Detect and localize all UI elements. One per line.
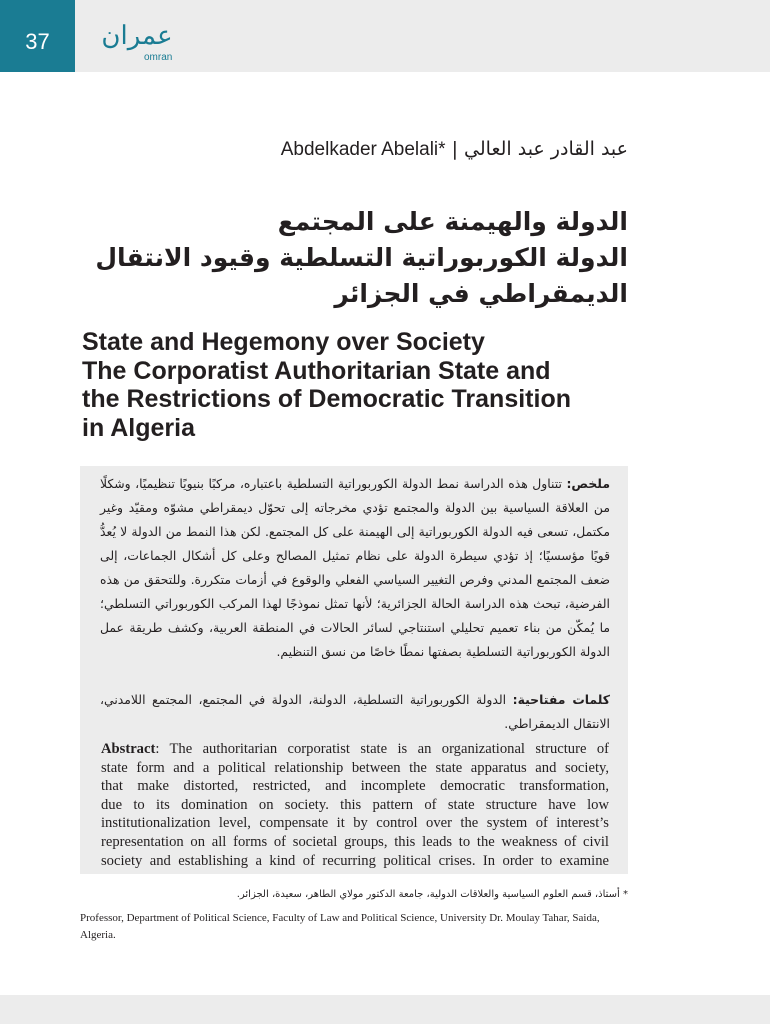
arabic-keywords — [100, 688, 610, 736]
arabic-abstract-label: ملخص: — [566, 476, 610, 491]
footnote-english: Professor, Department of Political Science, Faculty of Law and Political Science, University Dr. Moulay Tahar, Saida, Algeria. — [80, 912, 600, 941]
arabic-title-line: الدولة والهيمنة على المجتمع — [277, 207, 628, 236]
english-abstract-text: : The authoritarian corporatist state is an organizational structure of — [155, 741, 609, 757]
english-abstract-line: that make distorted, restricted, and incomplete democratic transformation, — [101, 778, 609, 795]
english-abstract — [101, 740, 609, 870]
author-latin: Abdelkader Abelali* — [280, 139, 446, 160]
arabic-abstract — [100, 472, 610, 664]
english-abstract-line: due to its domination on society. this pattern of state structure have low — [101, 796, 609, 813]
english-title-line: the Restrictions of Democratic Transition — [82, 385, 571, 413]
english-title-line: State and Hegemony over Society — [82, 328, 485, 356]
footer-bar — [0, 995, 770, 1024]
english-abstract-line: society and establishing a kind of recurring political crises. In order to examine — [101, 852, 609, 869]
page-number: 37 — [25, 29, 50, 54]
english-abstract-line: institutionalization level, compensate it by control over the system of interest’s — [101, 815, 609, 832]
arabic-keywords-label: كلمات مفتاحية: — [512, 692, 610, 707]
arabic-title-line: الدولة الكوربوراتية التسلطية وقيود الانتقال — [95, 243, 628, 272]
author-line — [80, 138, 628, 161]
author-separator: | — [445, 138, 465, 160]
arabic-title — [80, 204, 628, 312]
english-title-line: in Algeria — [82, 413, 195, 442]
english-title-line: The Corporatist Authoritarian State and — [82, 356, 551, 385]
logo-arabic-text: عمران — [101, 21, 173, 51]
footnote-arabic: * أستاذ، قسم العلوم السياسية والعلاقات الدولية، جامعة الدكتور مولاي الطاهر، سعيدة، الجزائر. — [236, 889, 628, 900]
english-title — [82, 328, 642, 442]
author-arabic: عبد القادر عبد العالي — [464, 138, 628, 160]
english-abstract-line: representation on all forms of societal groups, this leads to the weakness of civil — [101, 833, 609, 850]
arabic-keywords-text: الدولة الكوربوراتية التسلطية، الدولنة، الدولة في المجتمع، المجتمع اللامدني، الانتقال الديمقراطي. — [100, 692, 610, 731]
journal-logo — [92, 20, 182, 66]
page-number-box — [0, 0, 75, 72]
english-abstract-line: state form and a political relationship between the state apparatus and society, — [101, 759, 609, 776]
english-abstract-line — [101, 740, 609, 759]
english-abstract-label: Abstract — [101, 741, 156, 757]
arabic-title-line: الديمقراطي في الجزائر — [334, 279, 628, 308]
logo-latin-text: omran — [144, 52, 173, 63]
arabic-abstract-text: تتناول هذه الدراسة نمط الدولة الكوربوراتية التسلطية باعتباره، مركبًا بنيويًا تنظيميًا، وشكلًا من العلاقة السياسية بين الدولة والمجتمع تؤدي مخرجاته إلى تحوّل ديمقراطي مشوّه ومقيّد وغير مكتمل، تسعى فيه الدولة الكوربوراتية إلى الهيمنة على كل المجتمع. لكن هذا النمط من الدولة لا يُعدُّ قويًا مؤسسيًا؛ إذ تؤدي سيطرة الدولة على نظام تمثيل المصالح وعلى كل أشكال الجماعات، إلى ضعف المجتمع المدني وفرص التغيير السياسي الفعلي والوقوع في أزمات متكررة. وللتحقق من هذه الفرضية، تبحث هذه الدراسة الحالة الجزائرية؛ لأنها تمثل نموذجًا لهذا المركب الكوربوراتي التسلطي؛ ما يُمكّن من بناء تعميم تحليلي استنتاجي لسائر الحالات في المنطقة العربية، وكشف طريقة عمل الدولة الكوربوراتية التسلطية بصفتها نمطًا خاصًا من نسق التنظيم. — [100, 476, 610, 659]
